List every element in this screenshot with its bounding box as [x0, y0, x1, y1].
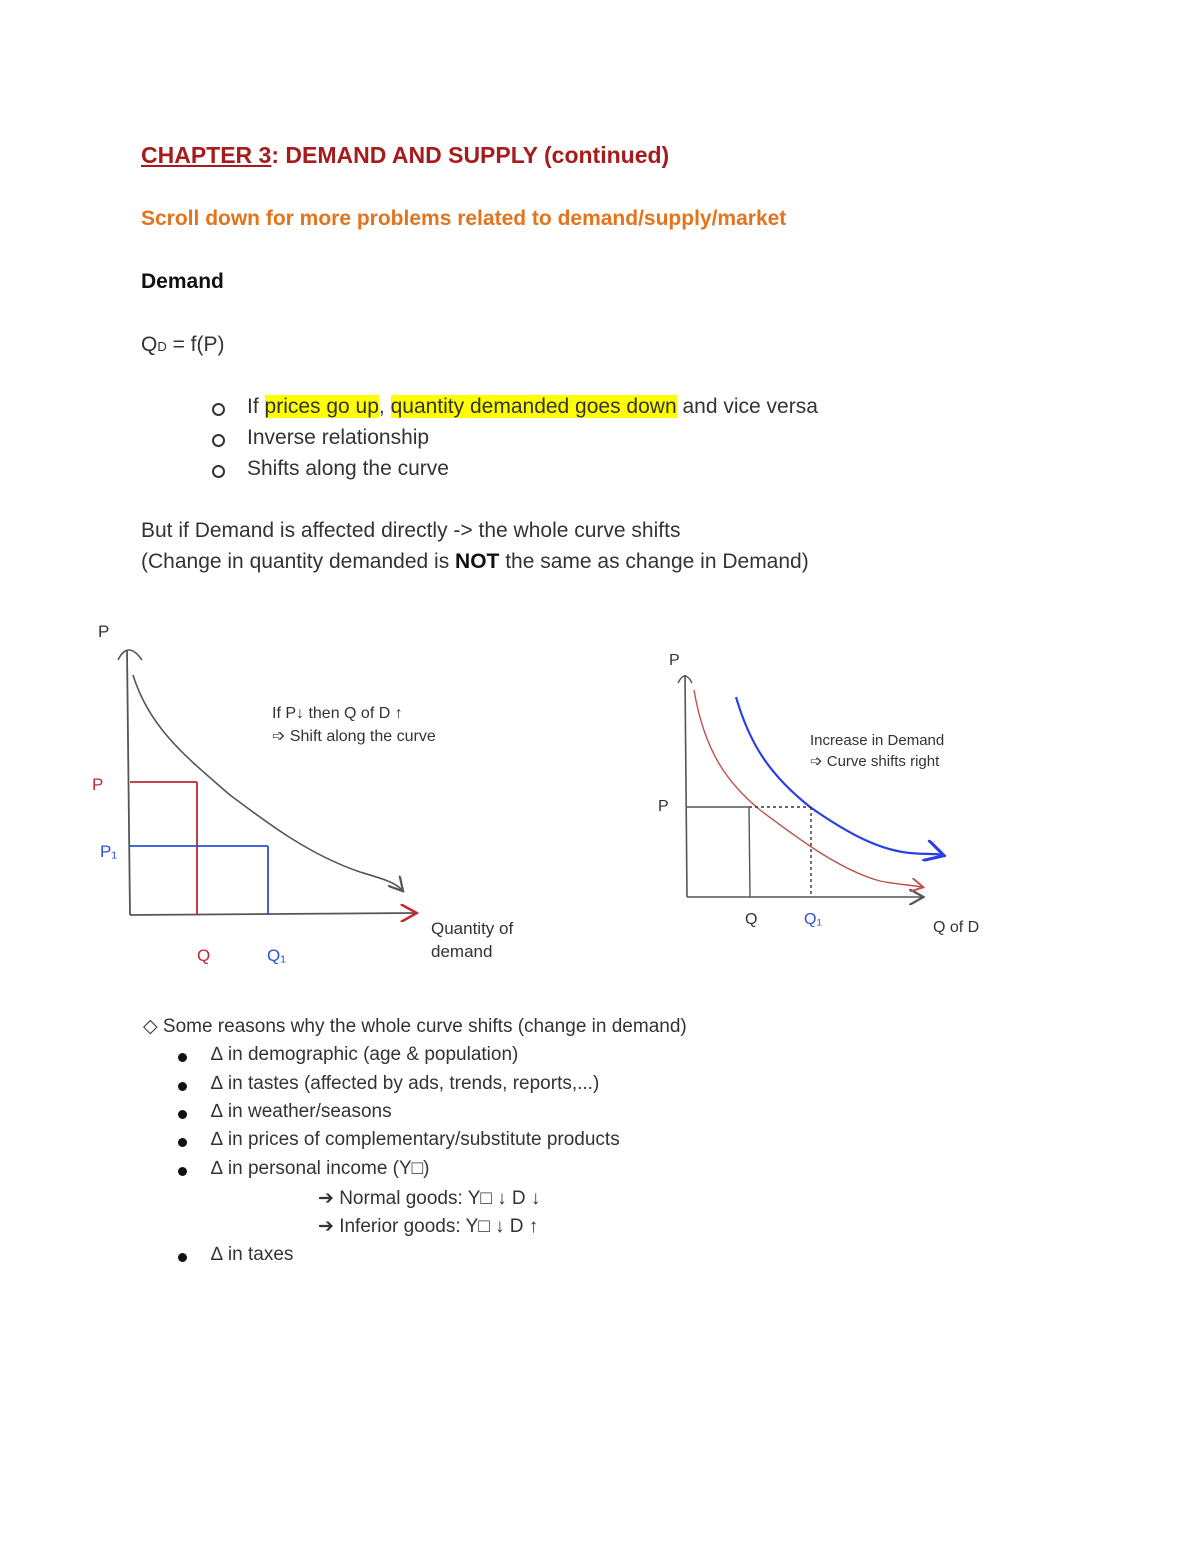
section-heading: Demand — [141, 270, 224, 293]
formula-rest: = f(P) — [166, 333, 225, 356]
list-bullet — [212, 465, 225, 478]
list-bullet — [178, 1082, 187, 1091]
reason-item: ∆ in prices of complementary/substitute products — [211, 1129, 620, 1150]
highlight: quantity demanded goes down — [390, 395, 677, 418]
x-axis-label-line1: Quantity of — [431, 919, 514, 938]
sub-item-normal-goods: ➔ Normal goods: Y□ ↓ D ↓ — [318, 1188, 541, 1209]
y-axis-label: P — [669, 652, 680, 669]
x-tick-q1: Q₁ — [267, 946, 286, 965]
chart-shift-along-curve — [80, 610, 540, 975]
list-bullet — [212, 434, 225, 447]
shifted-demand-curve — [736, 697, 945, 855]
list-bullet — [178, 1167, 187, 1176]
formula — [141, 333, 225, 357]
q-guide-line — [749, 807, 750, 897]
annotation-line1: If P↓ then Q of D ↑ — [272, 705, 403, 722]
paragraph: But if Demand is affected directly -> the whole curve shifts — [141, 519, 681, 542]
formula-sub: D — [157, 339, 167, 354]
chart-curve-shift — [650, 645, 990, 945]
x-axis-label: Q of D — [933, 919, 980, 936]
y-axis-label: P — [98, 622, 110, 641]
y-axis — [685, 675, 687, 897]
list-bullet — [178, 1053, 187, 1062]
paragraph: (Change in quantity demanded is NOT the same as change in Demand) — [141, 550, 809, 573]
reason-item: ∆ in taxes — [211, 1244, 294, 1265]
y-tick-p: P — [658, 798, 669, 815]
x-tick-q1: Q₁ — [804, 911, 822, 928]
list-item: Inverse relationship — [247, 426, 430, 449]
annotation-line2: ➩ Curve shifts right — [810, 753, 940, 770]
list-bullet — [178, 1253, 187, 1262]
bold-not: NOT — [455, 550, 500, 573]
subtitle: Scroll down for more problems related to demand/supply/market — [141, 207, 787, 230]
y-axis-arrow — [118, 650, 142, 660]
formula-q: Q — [141, 333, 158, 356]
page-title — [141, 142, 669, 169]
list-bullet — [178, 1138, 187, 1147]
reason-item: ∆ in personal income (Y□) — [211, 1158, 430, 1179]
highlight: prices go up — [264, 395, 379, 418]
annotation-line1: Increase in Demand — [810, 732, 945, 749]
chapter-title: : DEMAND AND SUPPLY (continued) — [271, 142, 670, 168]
reasons-heading: ◇ Some reasons why the whole curve shifts (change in demand) — [143, 1016, 687, 1037]
y-tick-p1: P₁ — [100, 842, 118, 861]
x-axis — [130, 913, 415, 915]
y-tick-p: P — [92, 775, 104, 794]
list-item: If prices go up, quantity demanded goes down and vice versa — [247, 395, 818, 418]
x-tick-q: Q — [197, 946, 211, 965]
reason-item: ∆ in weather/seasons — [211, 1101, 392, 1122]
chapter-label: CHAPTER 3 — [141, 142, 272, 168]
original-demand-curve — [694, 690, 922, 887]
y-axis — [127, 650, 130, 915]
list-bullet — [212, 403, 225, 416]
annotation-line2: ➩ Shift along the curve — [272, 728, 436, 745]
reason-item: ∆ in tastes (affected by ads, trends, reports,...) — [211, 1073, 600, 1094]
sub-item-inferior-goods: ➔ Inferior goods: Y□ ↓ D ↑ — [318, 1216, 539, 1237]
reason-item: ∆ in demographic (age & population) — [211, 1044, 519, 1065]
x-tick-q: Q — [745, 911, 758, 928]
x-axis-label-line2: demand — [431, 942, 493, 961]
list-bullet — [178, 1110, 187, 1119]
list-item: Shifts along the curve — [247, 457, 449, 480]
